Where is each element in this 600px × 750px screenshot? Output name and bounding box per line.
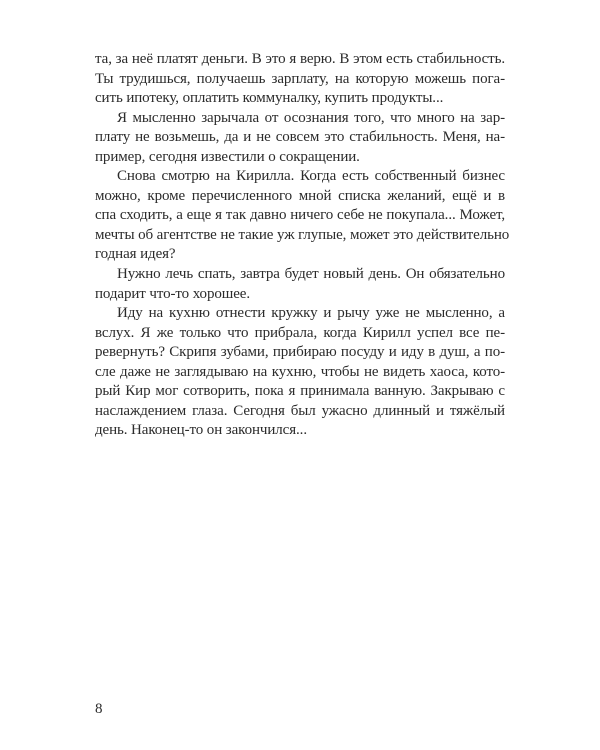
text-line: Снова смотрю на Кирилла. Когда есть собственный бизнес: [117, 168, 505, 185]
text-line: Ты трудишься, получаешь зарплату, на которую можешь пога-: [95, 70, 505, 87]
text-line: день. Наконец-то он закончился...: [95, 422, 307, 439]
text-line: Я мысленно зарычала от осознания того, что много на зар-: [117, 109, 505, 126]
text-line: пример, сегодня известили о сокращении.: [95, 148, 360, 165]
text-line: Нужно лечь спать, завтра будет новый день. Он обязательно: [117, 266, 505, 283]
text-line: сле даже не заглядываю на кухню, чтобы не видеть хаоса, кото-: [95, 363, 505, 380]
text-line: плату не возьмешь, да и не совсем это стабильность. Меня, на-: [95, 129, 505, 146]
text-line: вслух. Я же только что прибрала, когда Кирилл успел все пе-: [95, 324, 505, 341]
text-line: подарит что-то хорошее.: [95, 285, 250, 302]
paragraph: [95, 167, 510, 265]
text-line: Иду на кухню отнести кружку и рычу уже не мысленно, а: [117, 305, 505, 322]
text-line: ревернуть? Скрипя зубами, прибираю посуду и иду в душ, а по-: [95, 344, 505, 361]
paragraph: [95, 265, 505, 304]
text-line: та, за неё платят деньги. В это я верю. В этом есть стабильность.: [95, 51, 505, 67]
paragraph: [95, 304, 505, 441]
text-line: годная идея?: [95, 246, 176, 263]
text-line: наслаждением глаза. Сегодня был ужасно длинный и тяжёлый: [95, 402, 505, 419]
paragraph: [95, 50, 505, 109]
paragraph: [95, 109, 505, 168]
page-number: 8: [95, 701, 103, 717]
text-line: можно, кроме перечисленного мной списка желаний, ещё и в: [95, 187, 505, 204]
page-body: [95, 50, 510, 441]
text-line: спа сходить, а еще я так давно ничего себе не покупала... Может,: [95, 207, 505, 224]
text-line: мечты об агентстве не такие уж глупые, может это действительно: [95, 226, 510, 243]
text-line: сить ипотеку, оплатить коммуналку, купить продукты...: [95, 90, 444, 107]
text-line: рый Кир мог сотворить, пока я принимала ванную. Закрываю с: [95, 383, 505, 400]
